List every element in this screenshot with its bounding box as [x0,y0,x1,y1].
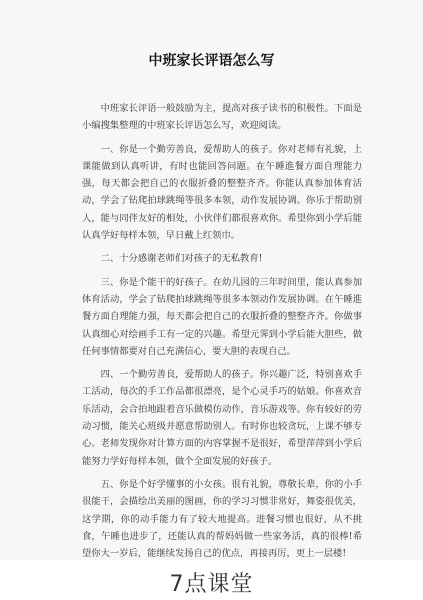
comment-paragraph-4: 四、一个勤劳善良，爱帮助人的孩子。你兴趣广泛，特别喜欢手工活动，每次的手工作品都很漂亮，是个心灵手巧的姑娘。你喜欢音乐活动，会合拍地跟着音乐做模仿动作，音乐游戏等。你有较好的劳动习惯，能关心班级并愿意帮助别人。有时你也较贪玩，上课不够专心。老师发现你对计算方面的内容掌握不是很好，希望萍萍到小学后能努力学好每样本领，做个全面发展的好孩子。 [82,369,362,467]
comment-paragraph-3: 三、你是个能干的好孩子。在幼儿园的三年时间里，能认真参加体育活动，学会了钻爬拍球跳绳等很多本领动作发展协调。在午睡進餐方面自理能力强，每天都会把自己的衣服折叠的整整齐齐。你做事认真细心对绘画手工有一定的兴趣。希望元霁到小学后能大胆些，做任何事情都要对自己充满信心，要大胆的表现自己。 [82,276,362,357]
comment-paragraph-2: 二、十分感谢老师们对孩子的无私教育! [100,253,263,265]
site-watermark: 7点课堂 [169,572,254,597]
comment-paragraph-5: 五、你是个好学懂事的小女孩。很有礼貌，尊敬长辈，你的小手很能干，会描绘出美丽的图画，你的学习习惯非常好，舞姿很优美，这学期，你的动手能力有了较大地提高。进餐习惯也很好，从不挑食，午睡也进步了，还能认真的帮妈妈做一些家务活，真的很棒!希望你大一岁后，能继续发扬自己的优点，再接再厉，更上一层楼! [82,478,362,560]
comment-paragraph-1: 一、你是一个勤劳善良，爱帮助人的孩子。你对老师有礼貌，上课能做到认真听讲，有时也能回答问题。在午睡進餐方面自理能力强，每天都会把自己的衣服折叠的整整齐齐。你能认真参加体育活动，学会了钻爬拍球跳绳等很多本领，动作发展协调。你乐于帮助别人，能与同伴友好的相处，小伙伴们都很喜欢你。希望你到小学后能认真学好每样本领，早日戴上红领巾。 [82,143,362,242]
document-title: 中班家长评语怎么写 [148,53,275,69]
intro-paragraph: 中班家长评语一般鼓励为主，提高对孩子读书的积极性。下面是小编搜集整理的中班家长评语怎么写，欢迎阅读。 [82,103,362,132]
document-body [82,100,362,562]
